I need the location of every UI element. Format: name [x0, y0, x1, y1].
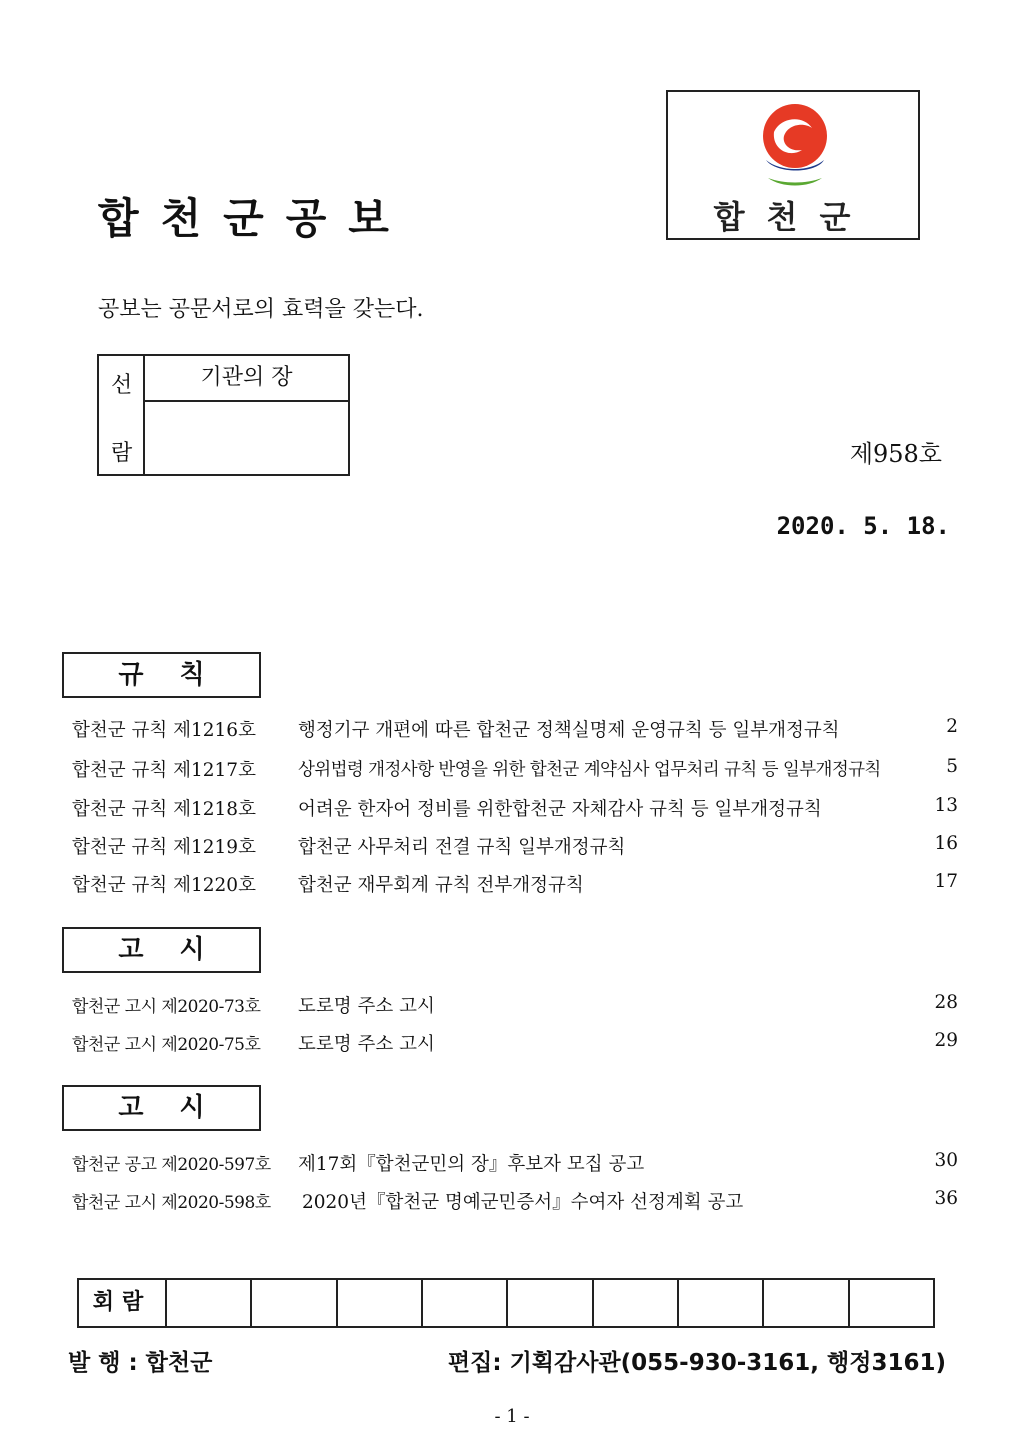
section-header-announcements: 고시 [62, 1085, 261, 1131]
review-label-column [99, 356, 145, 474]
toc-row[interactable] [72, 795, 958, 823]
toc-title: 합천군 재무회계 규칙 전부개정규칙 [298, 875, 584, 896]
toc-page: 2 [946, 716, 958, 737]
toc-page: 16 [934, 833, 958, 854]
issue-number: 제958호 [849, 440, 942, 468]
toc-ref: 합천군 고시 제2020-598호 [72, 1193, 271, 1213]
publisher: 발 행 : 합천군 [68, 1350, 213, 1376]
circulation-cell [506, 1280, 591, 1326]
toc-title: 도로명 주소 고시 [298, 996, 435, 1017]
toc-title: 상위법령 개정사항 반영을 위한 합천군 계약심사 업무처리 규칙 등 일부개정규칙 [298, 760, 881, 780]
review-box [97, 354, 350, 476]
circulation-cell [592, 1280, 677, 1326]
toc-page: 13 [934, 795, 958, 816]
circulation-cell [250, 1280, 335, 1326]
toc-ref: 합천군 규칙 제1218호 [72, 799, 256, 820]
toc-row[interactable] [72, 756, 958, 784]
toc-ref: 합천군 고시 제2020-73호 [72, 997, 261, 1017]
review-label-top: 선 [111, 373, 133, 398]
toc-page: 17 [934, 871, 958, 892]
toc-row[interactable] [72, 1030, 958, 1058]
issue-date: 2020. 5. 18. [776, 512, 950, 540]
toc-title: 행정기구 개편에 따른 합천군 정책실명제 운영규칙 등 일부개정규칙 [298, 720, 840, 741]
toc-row[interactable] [72, 1150, 958, 1178]
toc-ref: 합천군 공고 제2020-597호 [72, 1155, 271, 1175]
toc-ref: 합천군 규칙 제1220호 [72, 875, 256, 896]
toc-row[interactable] [72, 716, 958, 744]
circulation-cell [336, 1280, 421, 1326]
section-header-rules: 규칙 [62, 652, 261, 698]
toc-ref: 합천군 규칙 제1219호 [72, 837, 256, 858]
review-header: 기관의 장 [145, 356, 348, 402]
circulation-cell [848, 1280, 933, 1326]
editor-contact: 편집: 기획감사관(055-930-3161, 행정3161) [447, 1350, 946, 1376]
circulation-cell [421, 1280, 506, 1326]
toc-title: 2020년『합천군 명예군민증서』수여자 선정계획 공고 [302, 1192, 744, 1213]
toc-title: 제17회『합천군민의 장』후보자 모집 공고 [298, 1154, 645, 1175]
section-header-notices: 고시 [62, 927, 261, 973]
subtitle: 공보는 공문서로의 효력을 갖는다. [98, 297, 424, 322]
toc-title: 합천군 사무처리 전결 규칙 일부개정규칙 [298, 837, 626, 858]
county-logo-box [666, 90, 920, 240]
county-emblem-icon [754, 102, 836, 194]
circulation-label: 회람 [92, 1290, 152, 1315]
page-title: 합천군공보 [98, 194, 411, 243]
toc-ref: 합천군 고시 제2020-75호 [72, 1035, 261, 1055]
toc-page: 36 [934, 1188, 958, 1209]
toc-page: 28 [934, 992, 958, 1013]
toc-row[interactable] [72, 992, 958, 1020]
toc-ref: 합천군 규칙 제1217호 [72, 760, 256, 781]
toc-title: 어려운 한자어 정비를 위한합천군 자체감사 규칙 등 일부개정규칙 [298, 799, 822, 820]
toc-page: 5 [946, 756, 958, 777]
toc-row[interactable] [72, 833, 958, 861]
toc-title: 도로명 주소 고시 [298, 1034, 435, 1055]
circulation-cell [165, 1280, 250, 1326]
circulation-cell [677, 1280, 762, 1326]
toc-row[interactable] [72, 1188, 958, 1216]
logo-text: 합천군 [713, 198, 873, 236]
circulation-table [77, 1278, 935, 1328]
toc-ref: 합천군 규칙 제1216호 [72, 720, 256, 741]
page-number: - 1 - [494, 1406, 530, 1427]
review-label-bottom: 람 [111, 441, 133, 466]
toc-row[interactable] [72, 871, 958, 899]
circulation-cell [762, 1280, 847, 1326]
toc-page: 29 [934, 1030, 958, 1051]
toc-page: 30 [934, 1150, 958, 1171]
